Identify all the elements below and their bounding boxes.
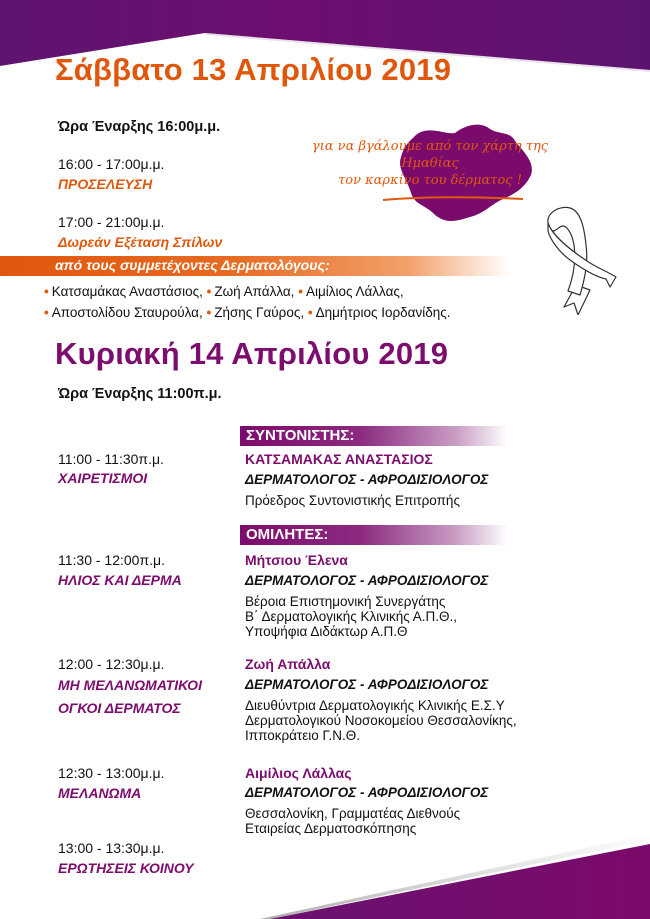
session-time: 13:00 - 13:30μ.μ.	[58, 840, 165, 856]
description-line: Ιπποκράτειο Γ.Ν.Θ.	[245, 728, 360, 743]
dermatologist-name: Δημήτριος Ιορδανίδης.	[315, 305, 451, 320]
dermatologists-header-bar	[0, 256, 510, 276]
saturday-title: Σάββατο 13 Απριλίου 2019	[55, 52, 452, 87]
bullet-icon: •	[298, 284, 303, 299]
session-time: 11:30 - 12:00π.μ.	[58, 552, 165, 568]
speaker-role: ΔΕΡΜΑΤΟΛΟΓΟΣ - ΑΦΡΟΔΙΣΙΟΛΟΓΟΣ	[245, 677, 489, 692]
speakers-header-bar	[240, 525, 508, 545]
session-time: 11:00 - 11:30π.μ.	[58, 451, 164, 467]
awareness-ribbon-icon	[540, 205, 620, 315]
speaker-name: Αιμίλιος Λάλλας	[245, 765, 352, 781]
speaker-description	[245, 806, 460, 836]
dermatologists-header: από τους συμμετέχοντες Δερματολόγους:	[55, 257, 330, 273]
speaker-name: Μήτσιου Έλενα	[245, 552, 348, 568]
bullet-icon: •	[206, 284, 212, 299]
dermatologist-name: Κατσαμάκας Αναστάσιος,	[51, 284, 203, 299]
session-time: 17:00 - 21:00μ.μ.	[58, 214, 165, 230]
speaker-role: ΔΕΡΜΑΤΟΛΟΓΟΣ - ΑΦΡΟΔΙΣΙΟΛΟΓΟΣ	[245, 573, 489, 588]
dermatologist-name: Ζωή Απάλλα,	[214, 284, 295, 299]
bullet-icon: •	[206, 305, 212, 320]
session-activity: ΗΛΙΟΣ ΚΑΙ ΔΕΡΜΑ	[58, 572, 182, 588]
speaker-name: ΚΑΤΣΑΜΑΚΑΣ ΑΝΑΣΤΑΣΙΟΣ	[245, 451, 433, 467]
bullet-icon: •	[307, 305, 313, 320]
session-activity: ΠΡΟΣΕΛΕΥΣΗ	[58, 176, 153, 192]
session-time: 12:00 - 12:30μ.μ.	[58, 656, 165, 672]
description-line: Β΄ Δερματολογικής Κλινικής Α.Π.Θ.,	[245, 609, 458, 624]
moderator-header-bar	[240, 426, 508, 446]
sunday-title: Κυριακή 14 Απριλίου 2019	[55, 336, 449, 371]
speaker-description	[245, 698, 517, 743]
speaker-description: Πρόεδρος Συντονιστικής Επιτροπής	[245, 493, 460, 508]
slogan-line-1: για να βγάλουμε από τον χάρτη της Ημαθίας	[311, 139, 549, 171]
session-time: 12:30 - 13:00μ.μ.	[58, 765, 165, 781]
speaker-role: ΔΕΡΜΑΤΟΛΟΓΟΣ - ΑΦΡΟΔΙΣΙΟΛΟΓΟΣ	[245, 785, 489, 800]
slogan	[300, 138, 560, 189]
session-activity: ΧΑΙΡΕΤΙΣΜΟΙ	[58, 470, 148, 486]
session-activity: Δωρεάν Εξέταση Σπίλων	[58, 234, 223, 250]
session-activity: ΜΗ ΜΕΛΑΝΩΜΑΤΙΚΟΙ	[58, 677, 202, 693]
speakers-header: ΟΜΙΛΗΤΕΣ:	[246, 526, 329, 543]
moderator-header: ΣΥΝΤΟΝΙΣΤΗΣ:	[246, 427, 355, 444]
bullet-icon: •	[44, 305, 49, 320]
speaker-role: ΔΕΡΜΑΤΟΛΟΓΟΣ - ΑΦΡΟΔΙΣΙΟΛΟΓΟΣ	[245, 472, 489, 487]
dermatologists-row	[44, 284, 404, 299]
description-line: Υποψήφια Διδάκτωρ Α.Π.Θ	[245, 624, 408, 639]
description-line: Εταιρείας Δερματοσκόπησης	[245, 821, 417, 836]
sunday-start-time: Ώρα Έναρξης 11:00π.μ.	[58, 386, 222, 402]
underline-stroke	[378, 195, 528, 203]
dermatologist-name: Αιμίλιος Λάλλας,	[305, 284, 404, 299]
slogan-line-2: τον καρκίνο του δέρματος !	[338, 173, 522, 188]
speaker-description	[245, 594, 457, 639]
session-activity: ΜΕΛΑΝΩΜΑ	[58, 785, 142, 801]
speaker-name: Ζωή Απάλλα	[245, 656, 331, 672]
dermatologist-name: Αποστολίδου Σταυρούλα,	[51, 305, 203, 320]
session-activity: ΕΡΩΤΗΣΕΙΣ ΚΟΙΝΟΥ	[58, 860, 194, 876]
bullet-icon: •	[44, 284, 49, 299]
dermatologist-name: Ζήσης Γαύρος,	[214, 305, 305, 320]
description-line: Διευθύντρια Δερματολογικής Κλινικής Ε.Σ.Υ	[245, 698, 505, 713]
description-line: Βέροια Επιστημονική Συνεργάτης	[245, 594, 446, 609]
description-line: Θεσσαλονίκη, Γραμματέας Διεθνούς	[245, 806, 461, 821]
saturday-start-time: Ώρα Έναρξης 16:00μ.μ.	[58, 119, 221, 135]
session-time: 16:00 - 17:00μ.μ.	[58, 156, 165, 172]
dermatologists-row	[44, 305, 451, 320]
description-line: Δερματολογικού Νοσοκομείου Θεσσαλονίκης,	[245, 713, 517, 728]
session-activity-line-2: ΟΓΚΟΙ ΔΕΡΜΑΤΟΣ	[58, 700, 181, 716]
